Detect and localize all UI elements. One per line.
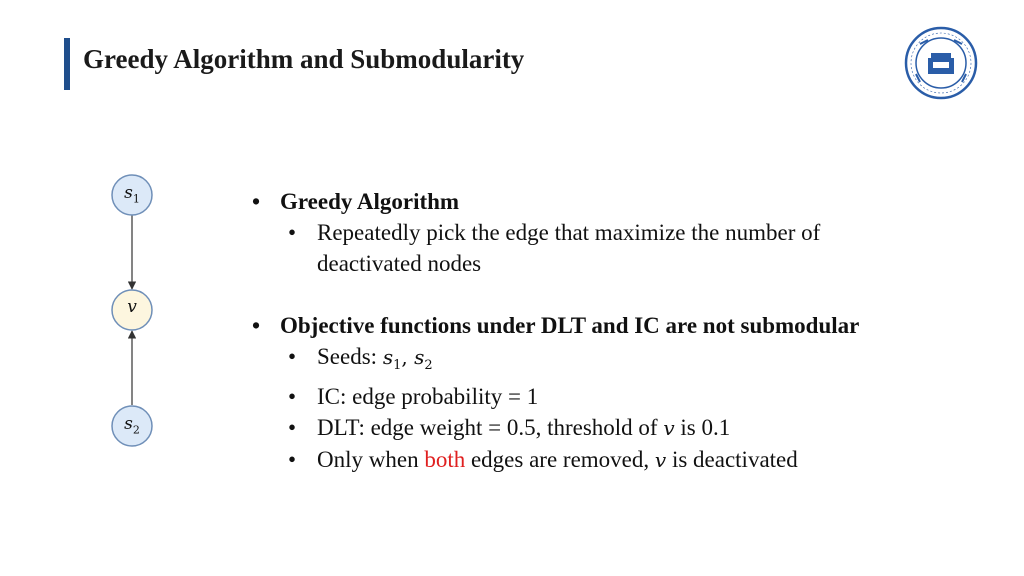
university-seal-logo — [904, 26, 978, 100]
page-title: Greedy Algorithm and Submodularity — [83, 44, 525, 74]
bullet-dlt: • DLT: edge weight = 0.5, threshold of v is 0.1 — [250, 412, 877, 444]
bullet-seeds: • Seeds: $s_1$, $s_2$ — [250, 341, 877, 381]
bullet-only-when: • Only when both edges are removed, v is deactivated — [250, 444, 877, 476]
node-v-label: v — [127, 297, 137, 317]
node-s2-label: $s_2$ — [124, 414, 140, 437]
bullet-greedy-description: • Repeatedly pick the edge that maximize the number of deactivated nodes — [250, 217, 877, 279]
bullet-greedy-algorithm: • Greedy Algorithm — [250, 186, 877, 217]
bullet-ic: • IC: edge probability = 1 — [250, 381, 877, 412]
bullet-objective-functions: • Objective functions under DLT and IC are not submodular — [250, 310, 877, 341]
highlight-both: both — [424, 447, 466, 472]
node-s1-label: $s_1$ — [124, 183, 140, 206]
slide-content — [250, 186, 877, 476]
